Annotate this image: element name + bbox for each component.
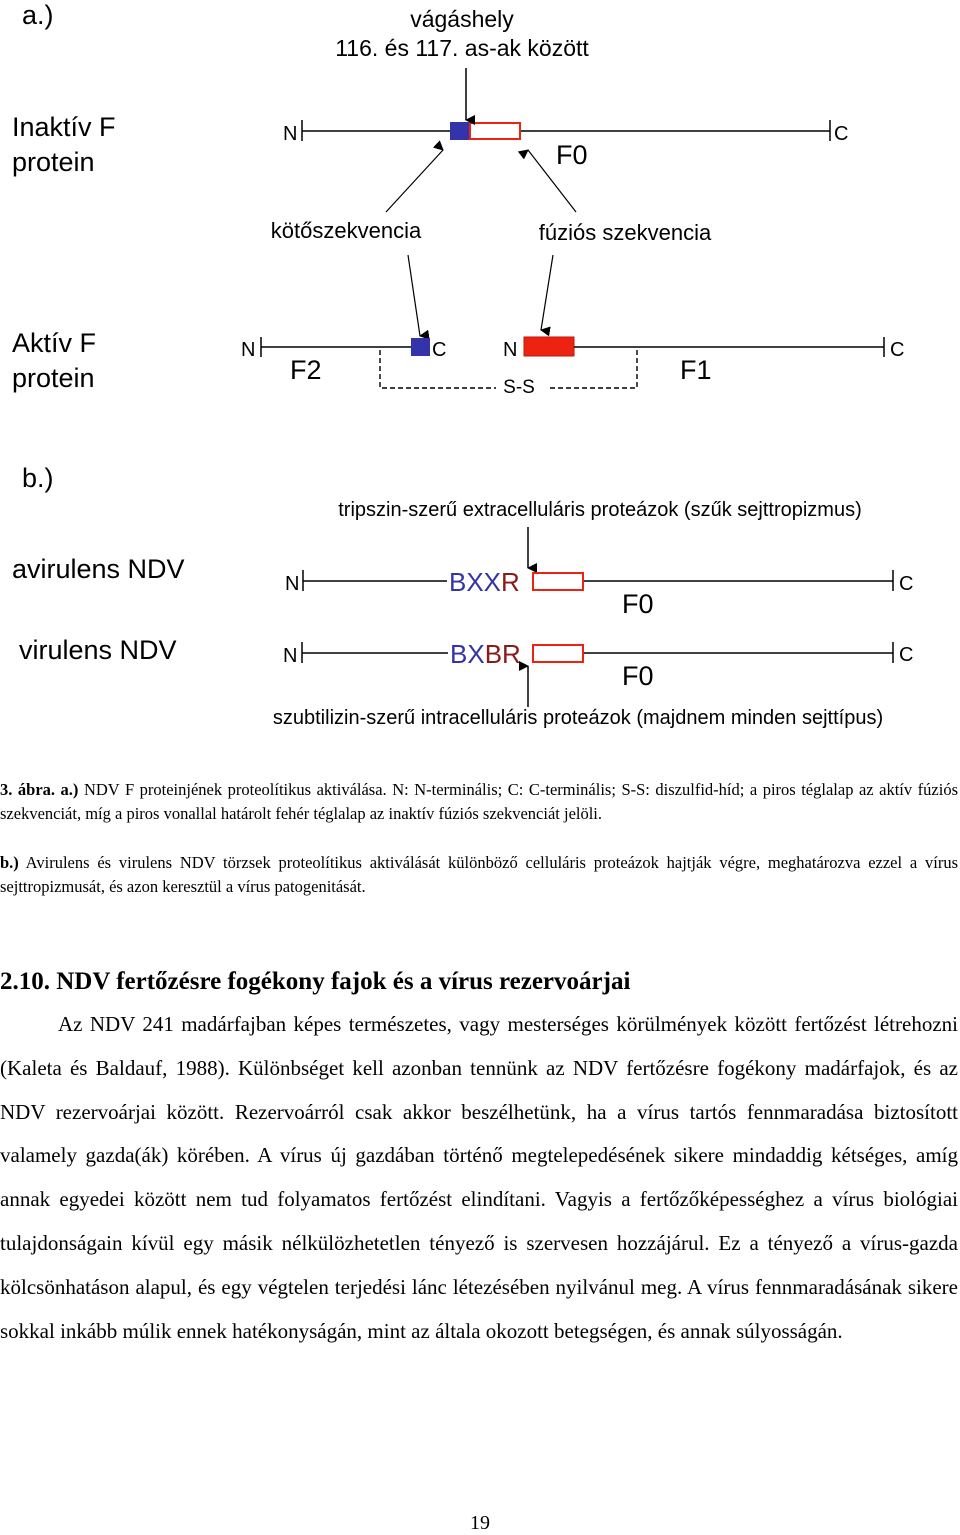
cleavage-site-range: 116. és 117. as-ak között: [335, 35, 589, 61]
f2-c-terminus: C: [432, 339, 447, 361]
active-protein-label-2: protein: [12, 363, 95, 393]
active-protein-label: Aktív F: [12, 328, 97, 358]
caption-a-bold: 3. ábra. a.): [0, 780, 79, 799]
subtilisin-protease-label: szubtilizin-szerű intracelluláris proteázok (majdnem minden sejttípus): [272, 707, 884, 729]
figure-caption-a: [0, 778, 958, 826]
inactive-protein-label-2: protein: [12, 147, 95, 177]
inactive-c-terminus: C: [834, 123, 849, 145]
avirulent-f0-label: F0: [622, 589, 654, 619]
inactive-f0-label: F0: [556, 140, 588, 170]
avirulent-ndv-label: avirulens NDV: [12, 554, 185, 584]
section-heading: 2.10. NDV fertőzésre fogékony fajok és a vírus rezervoárjai: [0, 968, 631, 995]
f1-n-terminus: N: [503, 339, 518, 361]
virulent-cleavage-motif: [450, 639, 521, 669]
figure-diagram: [0, 0, 960, 740]
figure-caption-b: [0, 851, 958, 899]
fusion-sequence-label: fúziós szekvencia: [538, 220, 712, 245]
cleavage-site-label: vágáshely: [410, 6, 514, 32]
virulent-motif-br: BR: [484, 639, 521, 669]
binding-pointer-down: [408, 255, 420, 336]
avirulent-n-terminus: N: [285, 573, 300, 595]
virulent-n-terminus: N: [283, 645, 298, 667]
f2-binding-box: [411, 338, 430, 356]
f1-c-terminus: C: [890, 339, 905, 361]
caption-a-text: NDV F proteinjének proteolítikus aktiválása. N: N-terminális; C: C-terminális; S-S: diszulfid-híd; a piros téglalap az aktív fúziós szekvenciát, míg a piros vonallal határolt fehér téglalap az inaktív fúziós szekvenciát jelöli.: [0, 780, 958, 823]
f2-n-terminus: N: [241, 339, 256, 361]
avirulent-cleavage-motif: [449, 567, 520, 597]
inactive-fusion-sequence-box: [470, 123, 520, 139]
binding-sequence-label: kötőszekvencia: [270, 218, 422, 243]
trypsin-protease-label: tripszin-szerű extracelluláris proteázok (szűk sejttropizmus): [338, 499, 862, 521]
f1-label: F1: [680, 355, 712, 385]
virulent-ndv-label: virulens NDV: [19, 635, 177, 665]
caption-b-bold: b.): [0, 853, 19, 872]
binding-sequence-box: [450, 122, 469, 140]
virulent-motif-bx: BX: [450, 639, 485, 669]
virulent-f0-label: F0: [622, 661, 654, 691]
disulfide-label: S-S: [503, 377, 535, 398]
avirulent-motif-bxx: BXX: [449, 567, 502, 597]
panel-a-label: a.): [22, 0, 54, 30]
body-paragraph: Az NDV 241 madárfajban képes természetes, vagy mesterséges körülmények között fertőzést létrehozni (Kaleta és Baldauf, 1988). Különbséget kell azonban tennünk az NDV fertőzésre fogékony madárfajok, és az NDV rezervoárjai között. Rezervoárról csak akkor beszélhetünk, ha a vírus tartós fennmaradása biztosított valamely gazda(ák) körében. A vírus új gazdában történő megtelepedésének sikere mindaddig kétséges, amíg annak egyedei között nem tud folyamatos fertőzést elindítani. Vagyis a fertőzőképességhez a vírus biológiai tulajdonságain kívül egy másik nélkülözhetetlen tényező is szervesen hozzájárul. Ez a tényező a vírus-gazda kölcsönhatáson alapul, és egy végtelen terjedési lánc létezésében nyilvánul meg. A vírus fennmaradásának sikere sokkal inkább múlik ennek hatékonyságán, mint az általa okozott betegségen, és annak súlyosságán.: [0, 1012, 958, 1343]
avirulent-fusion-box: [533, 573, 583, 590]
virulent-c-terminus: C: [899, 644, 914, 666]
inactive-n-terminus: N: [283, 123, 298, 145]
avirulent-motif-r: R: [501, 567, 520, 597]
panel-b-label: b.): [22, 463, 54, 493]
virulent-fusion-box: [533, 645, 583, 662]
page-number: 19: [470, 1512, 490, 1534]
binding-pointer-up: [386, 150, 443, 212]
avirulent-c-terminus: C: [899, 573, 914, 595]
f1-fusion-box: [524, 337, 574, 356]
caption-b-text: Avirulens és virulens NDV törzsek proteolítikus aktiválását különböző celluláris proteázok hajtják végre, meghatározva ezzel a vírus sejttropizmusát, és azon keresztül a vírus patogenitását.: [0, 853, 958, 896]
fusion-pointer-down: [541, 255, 553, 330]
f2-label: F2: [290, 355, 322, 385]
inactive-protein-label: Inaktív F: [12, 112, 116, 142]
